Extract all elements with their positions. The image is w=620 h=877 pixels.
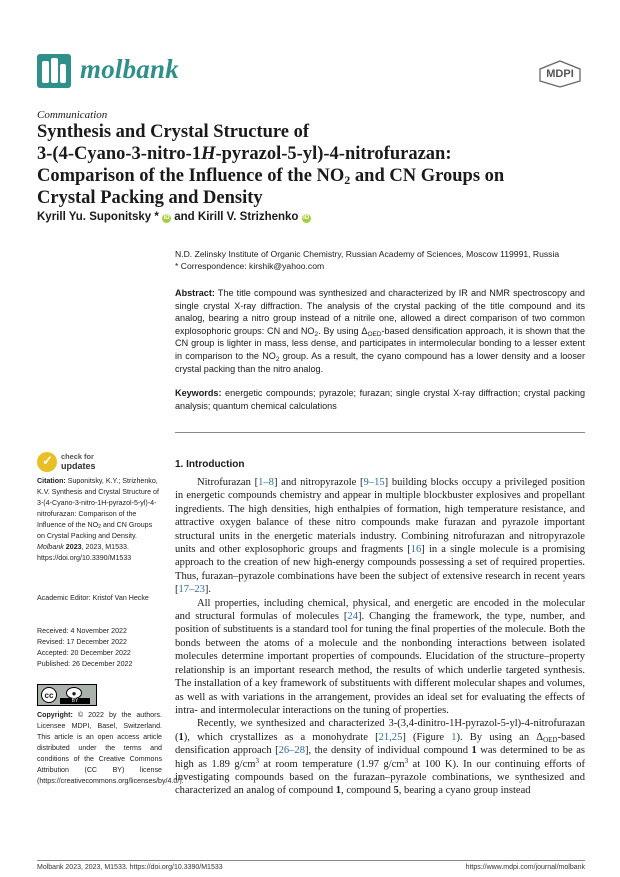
- accepted-date: Accepted: 20 December 2022: [37, 649, 131, 657]
- orcid-icon[interactable]: iD: [303, 215, 310, 221]
- check-updates-icon: [37, 452, 57, 472]
- reference-link[interactable]: 9–15: [363, 477, 385, 488]
- footer-journal-link[interactable]: https://www.mdpi.com/journal/molbank: [465, 864, 585, 871]
- orcid-icon[interactable]: iD: [163, 215, 170, 221]
- section-heading: 1. Introduction: [175, 459, 245, 470]
- correspondence[interactable]: * Correspondence: kirshik@yahoo.com: [175, 260, 325, 271]
- citation-doi-link[interactable]: , 2023, M1533. https://doi.org/10.3390/M1533: [37, 543, 132, 562]
- attribution-icon: ●: [66, 687, 82, 699]
- citation: Citation: Suponitsky, K.Y.; Strizhenko, K.V. Synthesis and Crystal Structure of 3-(4-Cyano-3-nitro-1H-pyrazol-5-yl)-4-nitrofurazan: Comparison of the Influence of the $NO_2$ and CN Groups on Crystal Packing and Density. Molbank 2023, 2023, M1533. https://doi.org/10.3390/M1533: [37, 477, 159, 562]
- journal-logo-icon: [37, 54, 71, 88]
- body-text: [175, 476, 585, 798]
- footer-citation[interactable]: Molbank 2023, 2023, M1533. https://doi.org/10.3390/M1533: [37, 864, 223, 871]
- reference-link[interactable]: 1–8: [258, 477, 274, 488]
- paragraph-2: All properties, including chemical, physical, and energetic are encoded in the molecular and structural formulas of molecules [24]. Changing the framework, the type, number, and position of substituents is a standard tool for tuning the final properties of the molecule. Both the bonds between the atoms of a molecule and the nonbonding interactions between isolated molecules determine important properties of compounds. Elucidation of the structure–property relationship is an important research method, the results of which underlie targeted synthesis. The installation of a key framework of substituents with different molecular shapes and volumes, as well as with variations in the arrangement, provides an ideal set for evaluating the effects of intra- and intermolecular interactions on the tuning of properties.: [175, 597, 585, 716]
- revised-date: Revised: 17 December 2022: [37, 638, 127, 646]
- cc-icon: cc: [41, 687, 57, 703]
- published-date: Published: 26 December 2022: [37, 660, 133, 668]
- reference-link[interactable]: 21,25: [378, 731, 403, 743]
- check-for-updates-button[interactable]: [37, 452, 127, 472]
- received-date: Received: 4 November 2022: [37, 627, 127, 635]
- figure-link[interactable]: 1: [451, 731, 457, 743]
- author-separator: and: [171, 211, 198, 223]
- paragraph-1: Nitrofurazan [1–8] and nitropyrazole [9–15] building blocks occupy a privileged position in energetic compounds chemistry and appear in multiple blockbuster explosives and propellant ingredients. The high densities, high enthalpies of formation, high temperature resistance, and attractive oxygen balance of these nitro compounds make furazan and pyrazole important structural units in the energetic materials industry. Combining nitrofurazan and nitropyrazole units and other explosophoric groups and fragments [16] in a single molecule is a promising approach to the creation of new high-energy compounds possessing a set of required properties. Thus, furazan–pyrazole combinations have been the subject of extensive research in recent years [17–23].: [175, 477, 585, 596]
- reference-link[interactable]: 17–23: [178, 584, 205, 596]
- abstract: Abstract: The title compound was synthesized and characterized by IR and NMR spectroscopy and single crystal X-ray diffraction. The analysis of the crystal packing of the title compound and its analog, bearing a nitro group instead of a nitrile one, allowed a direct comparison of two common explosophoric groups: CN and $NO_2$. By using $\Delta_{OED}$-based densification approach, it is shown that the CN group is lighter in mass, less dense, and participates in intermolecular bonding to a lesser extent in comparison to the $NO_2$ group. As a result, the cyano compound has a lower density and a looser crystal packing than the nitro analog.: [175, 288, 585, 374]
- reference-link[interactable]: 26–28: [278, 745, 305, 757]
- copyright: Copyright: © 2022 by the authors. Licensee MDPI, Basel, Switzerland. This article is an open access article distributed under the terms and conditions of the Creative Commons Attribution (CC BY) license (https://creativecommons.org/licenses/by/4.0/).: [37, 711, 184, 785]
- check-label-2: updates: [61, 460, 96, 471]
- footer-divider: [37, 860, 585, 861]
- publisher-name: MDPI: [546, 68, 574, 80]
- journal-name[interactable]: molbank: [80, 54, 179, 84]
- dates: [37, 626, 162, 670]
- author-list: [37, 211, 311, 223]
- paragraph-3: Recently, we synthesized and characterized 3-(3,4-dinitro-1H-pyrazol-5-yl)-4-nitrofurazan (1), which crystallizes as a monohydrate [21,25] (Figure 1). By using an $\Delta_{OED}$-based densification approach [26–28], the density of individual compound 1 was determined to be as high as 1.89 $g/cm^3$ at room temperature (1.97 $g/cm^3$ at 100 K). In our continuing efforts of investigating compounds based on the furazan–pyrazole combinations, we synthesized and characterized an analog of compound 1, compound 5, bearing a cyano group instead: [175, 718, 586, 797]
- title-line-2: 3-(4-Cyano-3-nitro-1H-pyrazol-5-yl)-4-nitrofurazan:: [37, 144, 452, 164]
- abstract-divider: [175, 432, 585, 433]
- article-title: [37, 121, 597, 209]
- author-2[interactable]: Kirill V. Strizhenko: [197, 211, 299, 223]
- title-line-3: Comparison of the Influence of the $NO_2$ and CN Groups on: [37, 166, 505, 187]
- reference-link[interactable]: 24: [347, 611, 358, 623]
- article-type: Communication: [37, 109, 108, 121]
- abstract-block: [175, 287, 585, 424]
- academic-editor: Academic Editor: Kristof Van Hecke: [37, 594, 149, 602]
- keywords: Keywords: energetic compounds; pyrazole; furazan; single crystal X-ray diffraction; crystal packing analysis; quantum chemical calculations: [175, 388, 585, 411]
- mdpi-logo[interactable]: [538, 60, 582, 88]
- check-label-1: check for: [61, 452, 94, 461]
- page-footer: [37, 864, 585, 871]
- reference-link[interactable]: 16: [410, 544, 422, 556]
- affiliation: N.D. Zelinsky Institute of Organic Chemistry, Russian Academy of Sciences, Moscow 119991, Russia: [175, 249, 560, 259]
- title-line-1: Synthesis and Crystal Structure of: [37, 122, 310, 142]
- cc-by-license-badge[interactable]: [37, 684, 97, 706]
- author-1[interactable]: Kyrill Yu. Suponitsky *: [37, 211, 159, 223]
- title-line-4: Crystal Packing and Density: [37, 188, 263, 208]
- by-label: BY: [60, 698, 90, 704]
- affiliation-block: [175, 249, 559, 272]
